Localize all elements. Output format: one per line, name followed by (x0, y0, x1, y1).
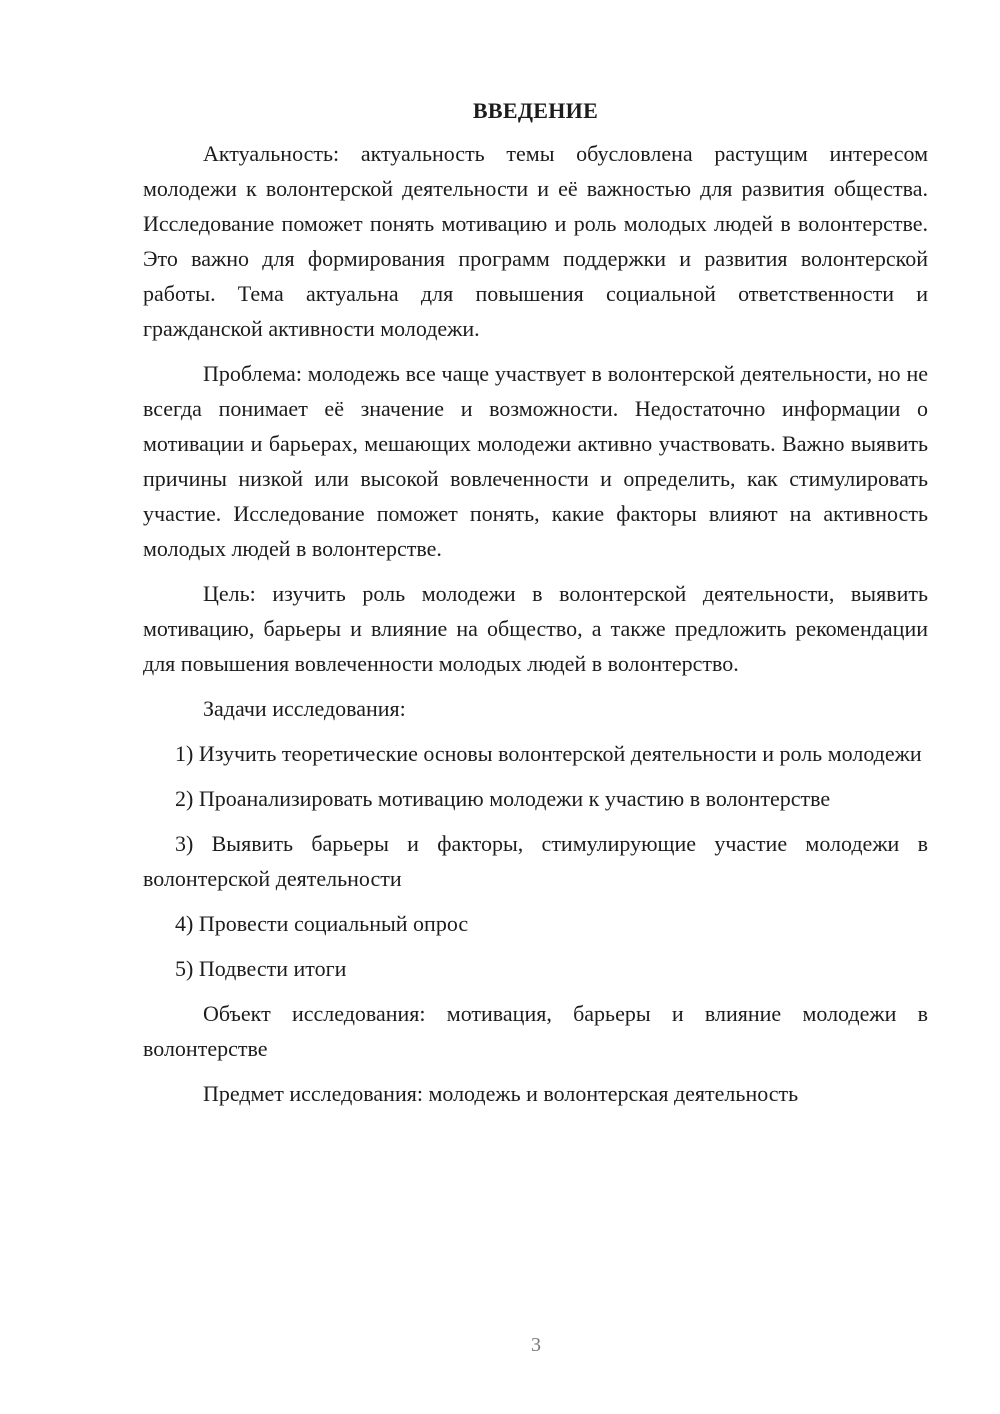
task-item-4: 4) Провести социальный опрос (175, 911, 469, 936)
goal-paragraph: Цель: изучить роль молодежи в волонтерской деятельности, выявить мотивацию, барьеры и влияние на общество, а также предложить рекомендации для повышения вовлеченности молодых людей в волонтерство. (143, 581, 928, 676)
document-page (143, 96, 928, 1121)
task-item-1: 1) Изучить теоретические основы волонтерской деятельности и роль молодежи (175, 741, 922, 766)
problem-paragraph: Проблема: молодежь все чаще участвует в волонтерской деятельности, но не всегда понимает её значение и возможности. Недостаточно информации о мотивации и барьерах, мешающих молодежи активно участвовать. Важно выявить причины низкой или высокой вовлеченности и определить, как стимулировать участие. Исследование поможет понять, какие факторы влияют на активность молодых людей в волонтерстве. (143, 361, 928, 561)
task-item-3: 3) Выявить барьеры и факторы, стимулирующие участие молодежи в волонтерской деятельности (143, 831, 928, 891)
section-title: ВВЕДЕНИЕ (472, 98, 599, 123)
object-paragraph: Объект исследования: мотивация, барьеры и влияние молодежи в волонтерстве (143, 1001, 928, 1061)
task-item-2: 2) Проанализировать мотивацию молодежи к участию в волонтерстве (175, 786, 831, 811)
tasks-heading: Задачи исследования: (203, 696, 406, 721)
page-number: 3 (531, 1334, 541, 1356)
relevance-paragraph: Актуальность: актуальность темы обусловлена растущим интересом молодежи к волонтерской деятельности и её важностью для развития общества. Исследование поможет понять мотивацию и роль молодых людей в волонтерстве. Это важно для формирования программ поддержки и развития волонтерской работы. Тема актуальна для повышения социальной ответственности и гражданской активности молодежи. (143, 141, 928, 341)
subject-paragraph: Предмет исследования: молодежь и волонтерская деятельность (203, 1081, 799, 1106)
task-item-5: 5) Подвести итоги (175, 956, 347, 981)
